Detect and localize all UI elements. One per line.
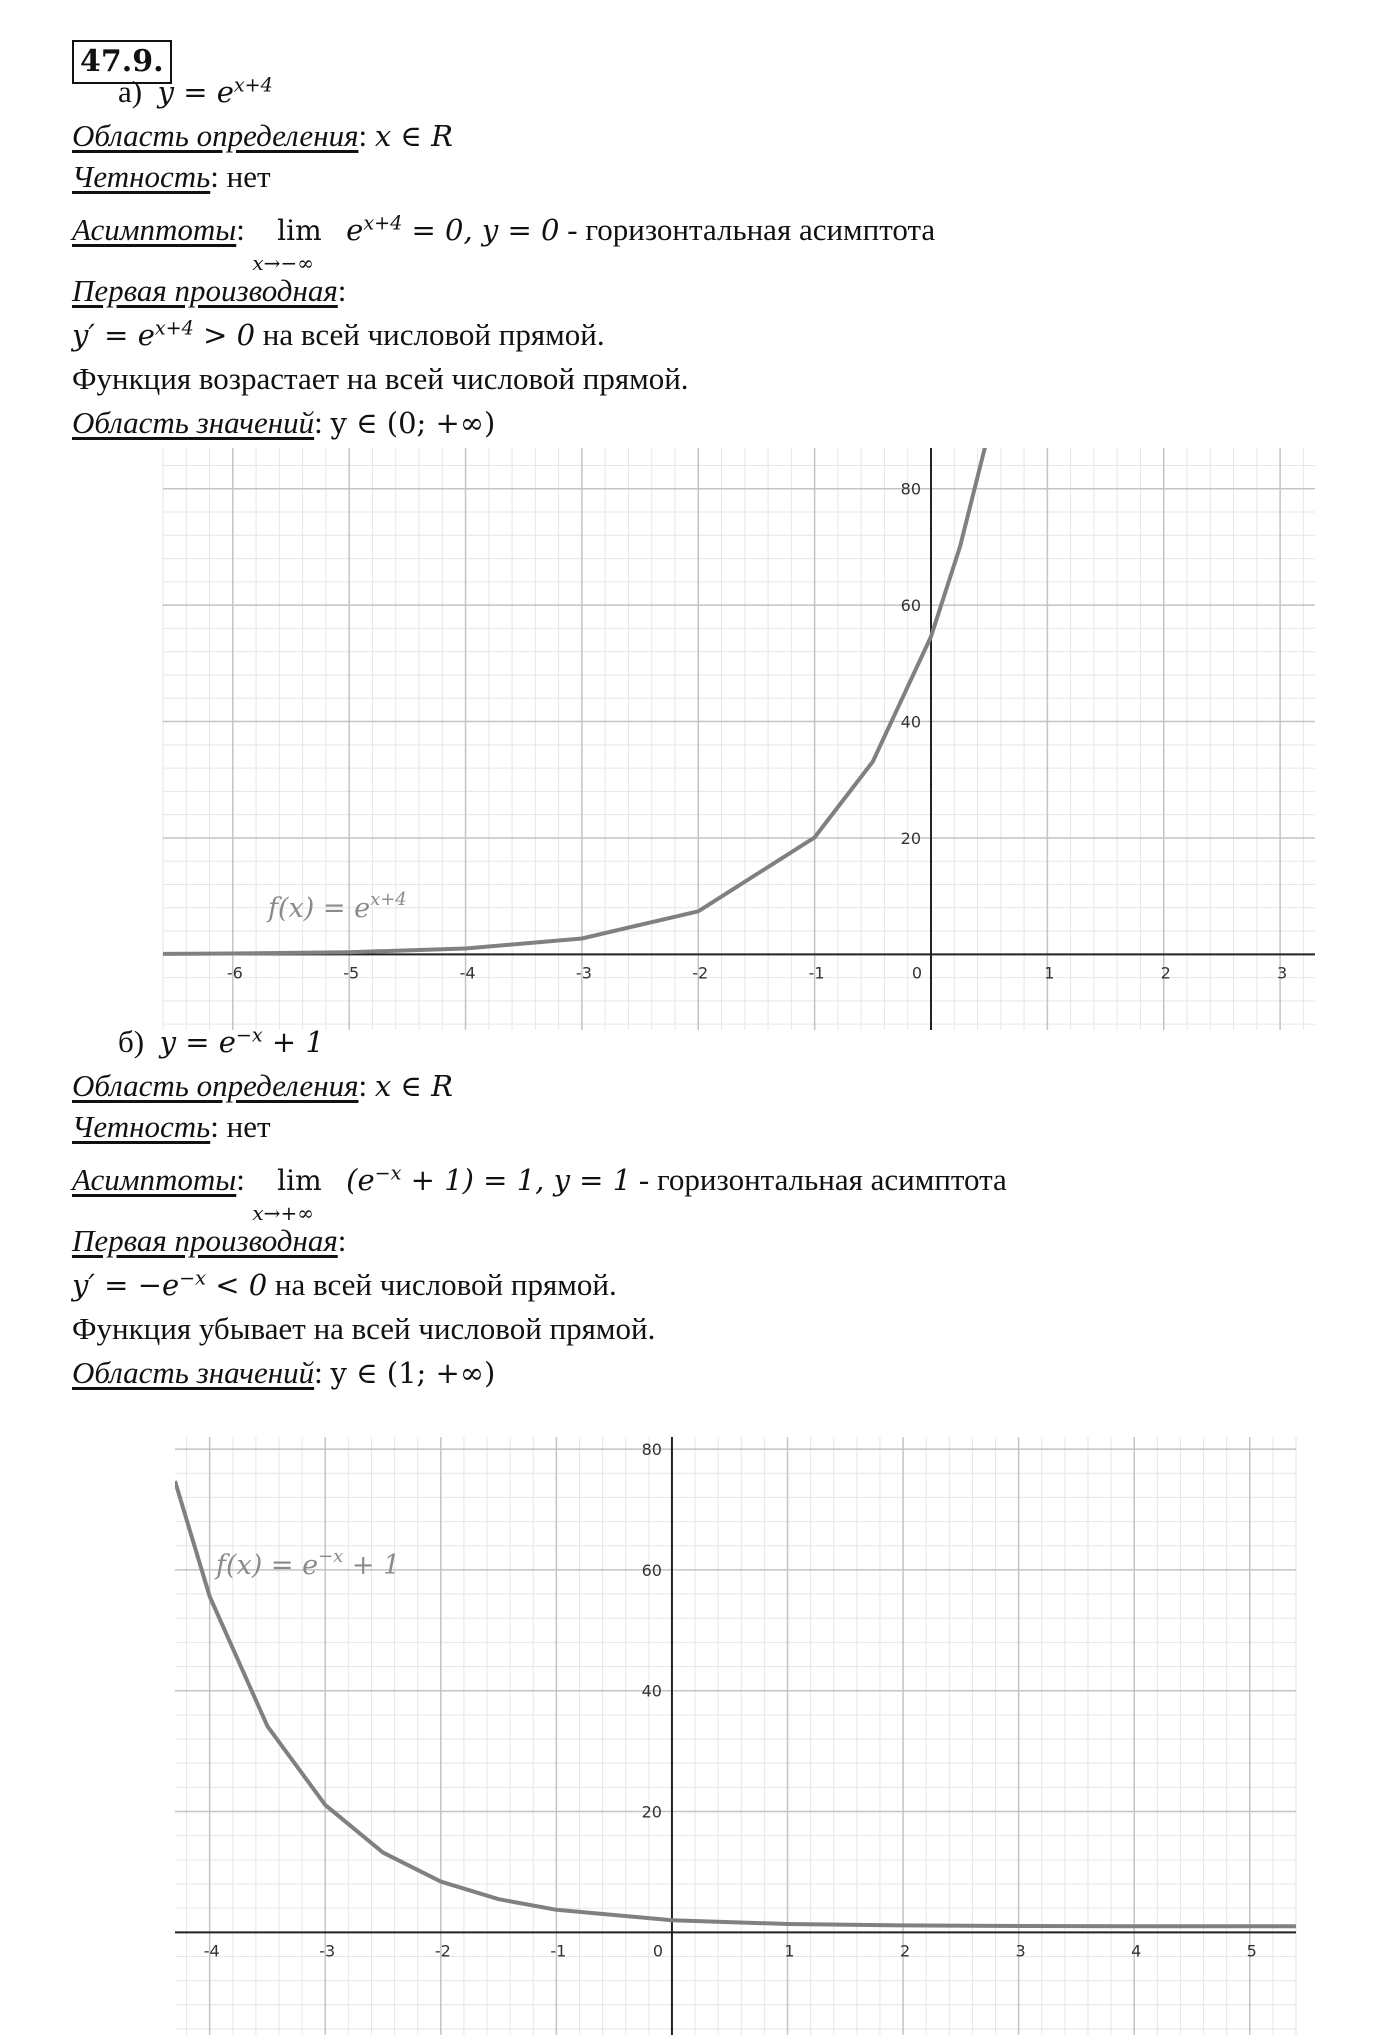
part-b-asymptote-label: Асимптоты bbox=[72, 1162, 237, 1197]
part-b-limit: lim x→+∞ bbox=[252, 1164, 322, 1225]
chart-0-y-tick: 40 bbox=[900, 712, 921, 732]
chart-0-x-tick: 1 bbox=[1044, 963, 1055, 983]
problem-number: 47.9. bbox=[72, 40, 172, 84]
chart-1-y-tick: 60 bbox=[641, 1560, 662, 1580]
part-a-parity-line: Четность: нет bbox=[72, 159, 271, 194]
chart-1-function-label: $f(x) = e^{-x} + 1$ bbox=[216, 1546, 401, 1581]
part-b-derivative-heading: Первая производная: bbox=[72, 1223, 347, 1258]
part-b-asymptote-expr: $(e^{-x} + 1) = 1$, y = 1 bbox=[346, 1161, 632, 1197]
part-a-derivative-label: Первая производная bbox=[72, 273, 338, 308]
part-a-asymptote-label: Асимптоты bbox=[72, 212, 237, 247]
chart-1-x-tick: -4 bbox=[203, 1941, 220, 1961]
chart-0-group bbox=[163, 430, 1315, 1030]
part-b-equation: $y = e^{-x} + 1$ bbox=[159, 1023, 324, 1059]
part-a-limit: lim x→−∞ bbox=[252, 214, 322, 275]
chart-0-x-tick: -5 bbox=[343, 963, 360, 983]
chart-1-x-tick: 2 bbox=[899, 1941, 911, 1961]
chart-1-x-tick: -3 bbox=[319, 1941, 336, 1961]
part-a-derivative-expr: $y' = e^{x+4} > 0$ bbox=[72, 316, 256, 352]
chart-0-series-0-line bbox=[163, 430, 989, 954]
chart-1-x-tick: 5 bbox=[1246, 1941, 1257, 1961]
chart-1-x-tick: 4 bbox=[1131, 1941, 1142, 1961]
part-a-monotonic-line: Функция возрастает на всей числовой прямой. bbox=[72, 361, 689, 396]
part-b-asymptote-line: Асимптоты: lim x→+∞ $(e^{-x} + 1) = 1$, y = 1 - горизонтальная асимптота bbox=[72, 1161, 1007, 1225]
chart-0-y-tick: 60 bbox=[900, 596, 921, 616]
part-a-asymptote-expr: $e^{x+4} = 0$, y = 0 bbox=[346, 211, 560, 247]
chart-1-y-tick: 20 bbox=[641, 1802, 662, 1822]
part-b-derivative-expr: $y' = -e^{-x} < 0$ bbox=[72, 1266, 268, 1302]
part-a-domain-label: Область определения bbox=[72, 118, 359, 153]
chart-1-x-tick: 0 bbox=[652, 1941, 664, 1961]
part-a-parity-label: Четность bbox=[72, 159, 211, 194]
part-b-domain-label: Область определения bbox=[72, 1068, 359, 1103]
part-a-parity-value: нет bbox=[226, 159, 271, 194]
part-a-equation: $y = e^{x+4}$ bbox=[157, 73, 273, 109]
part-a-domain-value: x ∈ R bbox=[374, 119, 453, 153]
chart-1-x-tick: -2 bbox=[434, 1941, 451, 1961]
part-b-range-line: Область значений: y ∈ (1; +∞) bbox=[72, 1355, 496, 1390]
part-b-asymptote-text: - горизонтальная асимптота bbox=[631, 1162, 1007, 1197]
chart-1-x-tick: 1 bbox=[784, 1941, 795, 1961]
part-a-derivative-heading: Первая производная: bbox=[72, 273, 347, 308]
part-a-asymptote-text: - горизонтальная асимптота bbox=[559, 212, 936, 247]
part-b-derivative-label: Первая производная bbox=[72, 1223, 338, 1258]
part-a-range-line: Область значений: y ∈ (0; +∞) bbox=[72, 405, 496, 440]
chart-0-x-tick: -2 bbox=[692, 963, 709, 983]
part-b-domain-line: Область определения: x ∈ R bbox=[72, 1068, 453, 1103]
chart-1-x-tick: 3 bbox=[1015, 1941, 1026, 1961]
chart-1-y-tick: 40 bbox=[641, 1681, 662, 1701]
part-b-monotonic-line: Функция убывает на всей числовой прямой. bbox=[72, 1311, 656, 1346]
chart-1-x-tick: -1 bbox=[550, 1941, 567, 1961]
chart-0-function-label: $f(x) = e^{x+4}$ bbox=[268, 889, 407, 924]
part-b-derivative-text: на всей числовой прямой. bbox=[267, 1267, 617, 1302]
part-b-parity-label: Четность bbox=[72, 1109, 211, 1144]
chart-0-x-tick: -1 bbox=[808, 963, 825, 983]
chart-0-x-tick: -4 bbox=[459, 963, 476, 983]
chart-0-x-tick: 0 bbox=[911, 963, 923, 983]
part-b-parity-value: нет bbox=[226, 1109, 271, 1144]
part-a-range-value: y ∈ (0; +∞) bbox=[330, 406, 496, 440]
part-a-marker: а) bbox=[118, 74, 143, 109]
part-a-derivative-text: на всей числовой прямой. bbox=[255, 317, 605, 352]
chart-0-x-tick: 3 bbox=[1276, 963, 1288, 983]
chart-0-x-tick: 2 bbox=[1160, 963, 1171, 983]
part-a-domain-line: Область определения: x ∈ R bbox=[72, 118, 453, 153]
part-b-range-value: y ∈ (1; +∞) bbox=[330, 1356, 496, 1390]
part-b-range-label: Область значений bbox=[72, 1355, 315, 1390]
chart-0-x-tick: -3 bbox=[575, 963, 592, 983]
part-a-asymptote-line: Асимптоты: lim x→−∞ $e^{x+4} = 0$, y = 0 - горизонтальная асимптота bbox=[72, 211, 936, 275]
part-b-marker: б) bbox=[118, 1024, 145, 1059]
chart-0-y-tick: 20 bbox=[900, 828, 921, 848]
chart-1-y-tick: 80 bbox=[641, 1440, 662, 1460]
chart-0-y-tick: 80 bbox=[900, 479, 921, 499]
part-a-range-label: Область значений bbox=[72, 405, 315, 440]
part-b-parity-line: Четность: нет bbox=[72, 1109, 271, 1144]
part-b-domain-value: x ∈ R bbox=[374, 1069, 453, 1103]
chart-0-x-tick: -6 bbox=[226, 963, 243, 983]
